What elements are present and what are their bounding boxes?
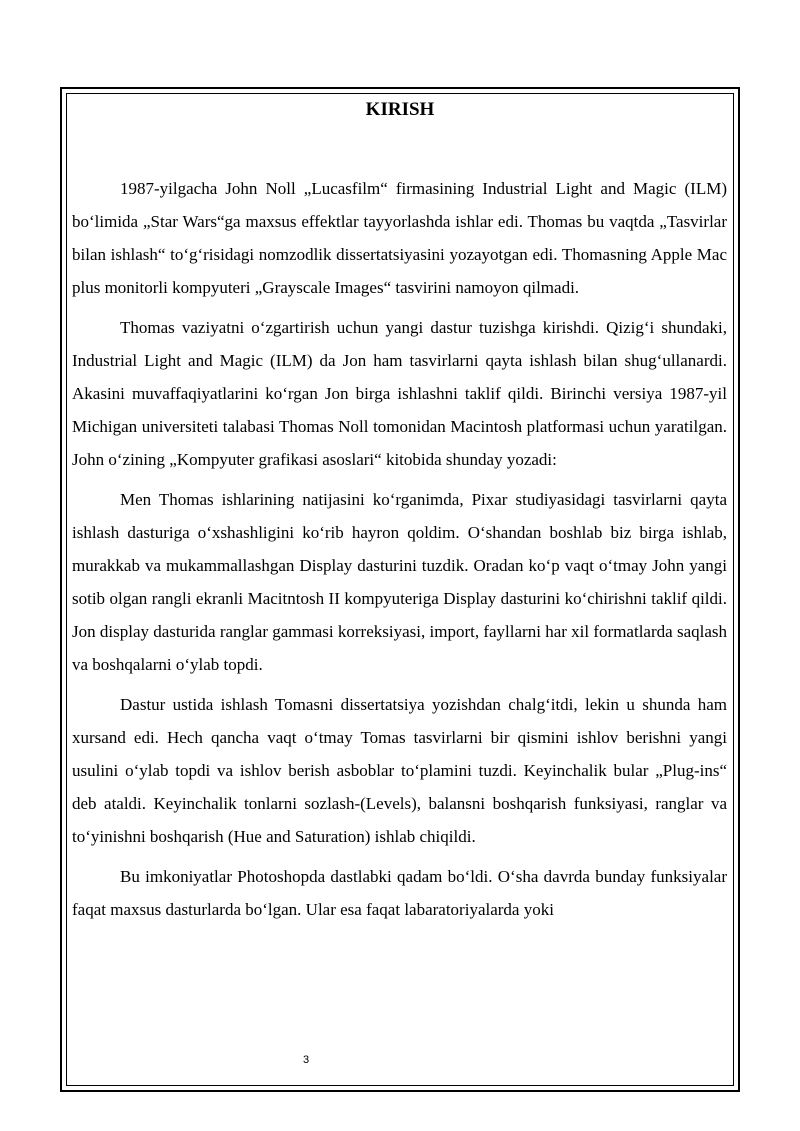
paragraph-2: Thomas vaziyatni o‘zgartirish uchun yangi dastur tuzishga kirishdi. Qizig‘i shundaki, Industrial Light and Magic (ILM) da Jon ham tasvirlarni qayta ishlash bilan shug‘ullanardi. Akasini muvaffaqiyatlarini ko‘rgan Jon birga ishlashni taklif qildi. Birinchi versiya 1987-yil Michigan universiteti talabasi Thomas Noll tomonidan Macintosh platformasi uchun yaratilgan. John o‘zining „Kompyuter grafikasi asoslari“ kitobida shunday yozadi: [72,318,727,469]
paragraph-3: Men Thomas ishlarining natijasini ko‘rganimda, Pixar studiyasidagi tasvirlarni qayta ishlash dasturiga o‘xshashligini ko‘rib hayron qoldim. O‘shandan boshlab biz birga ishlab, murakkab va mukammallashgan Display dasturini tuzdik. Oradan ko‘p vaqt o‘tmay John yangi sotib olgan rangli ekranli Macitntosh II kompyuteriga Display dasturini ko‘chirishni taklif qildi. Jon display dasturida ranglar gammasi korreksiyasi, import, fayllarni har xil formatlarda saqlash va boshqalarni o‘ylab topdi. [72,490,727,674]
section-heading: KIRISH [365,99,435,120]
paragraph-4: Dastur ustida ishlash Tomasni dissertatsiya yozishdan chalg‘itdi, lekin u shunda ham xursand edi. Hech qancha vaqt o‘tmay Tomas tasvirlarni bir qismini ishlov berishni yangi usulini o‘ylab topdi va ishlov berish asboblar to‘plamini tuzdi. Keyinchalik bular „Plug-ins“ deb ataldi. Keyinchalik tonlarni sozlash-(Levels), balansni boshqarish funksiyasi, ranglar va to‘yinishni boshqarish (Hue and Saturation) ishlab chiqildi. [72,695,727,846]
body-text [72,172,727,933]
paragraph-5: Bu imkoniyatlar Photoshopda dastlabki qadam bo‘ldi. O‘sha davrda bunday funksiyalar faqat maxsus dasturlarda bo‘lgan. Ular esa faqat labaratoriyalarda yoki [72,867,727,919]
page-number: 3 [302,1054,310,1066]
paragraph-1: 1987-yilgacha John Noll „Lucasfilm“ firmasining Industrial Light and Magic (ILM) bo‘limida „Star Wars“ga maxsus effektlar tayyorlashda ishlar edi. Thomas bu vaqtda „Tasvirlar bilan ishlash“ to‘g‘risidagi nomzodlik dissertatsiyasini yozayotgan edi. Thomasning Apple Mac plus monitorli kompyuteri „Grayscale Images“ tasvirini namoyon qilmadi. [72,179,727,297]
